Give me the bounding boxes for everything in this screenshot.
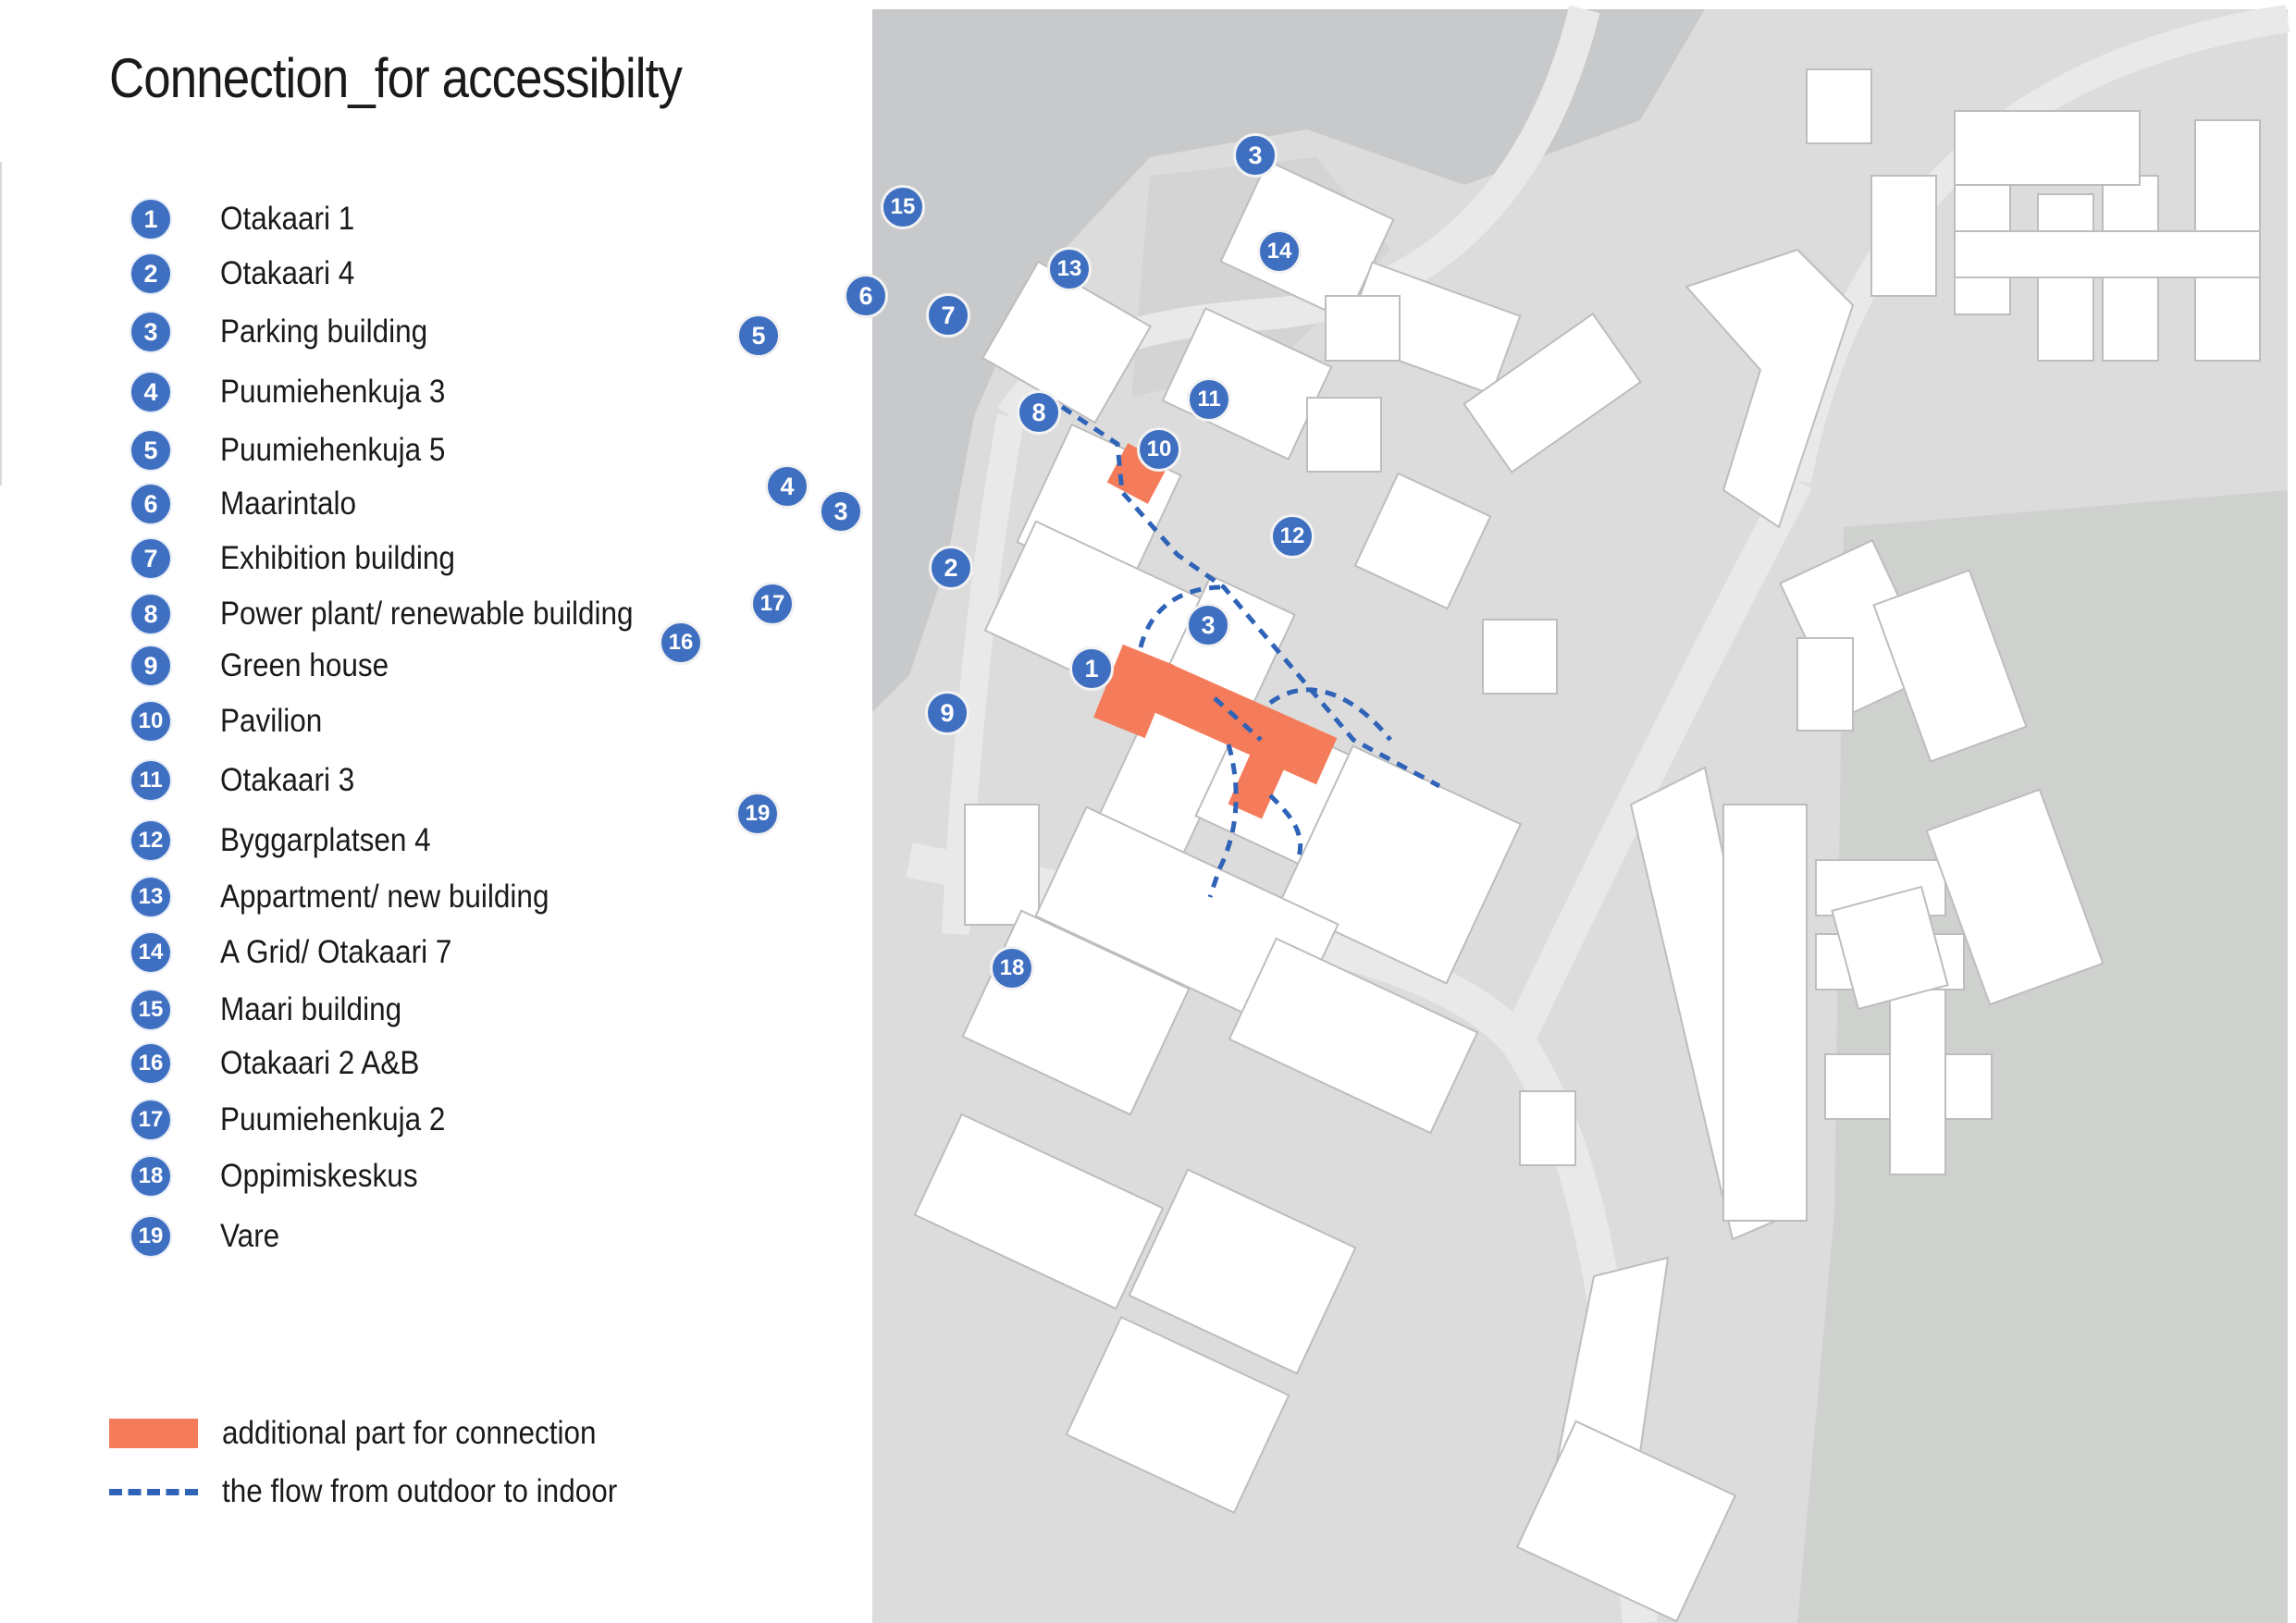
legend-item: [130, 1040, 441, 1087]
number-badge: 9: [130, 645, 172, 687]
legend-label: Appartment/ new building: [220, 879, 549, 915]
map-marker: 1: [1069, 646, 1114, 691]
map-marker: 3: [819, 489, 863, 534]
number-badge: 5: [130, 429, 172, 472]
map-marker: 12: [1270, 514, 1315, 559]
legend-item: [130, 1097, 470, 1143]
legend-label: Power plant/ renewable building: [220, 596, 634, 632]
divider: [0, 162, 2, 486]
number-badge: 19: [130, 1215, 172, 1258]
building-footprint: [1307, 398, 1381, 472]
number-badge: 15: [130, 989, 172, 1031]
number-badge: 8: [130, 593, 172, 635]
map-marker: 8: [1017, 390, 1061, 435]
legend-item: [130, 481, 371, 527]
key-flow: [109, 1473, 661, 1510]
map-marker: 13: [1047, 247, 1092, 291]
legend-label: Otakaari 1: [220, 201, 355, 237]
building-footprint: [1955, 231, 2260, 277]
map-marker: 17: [750, 582, 795, 626]
legend-label: Maarintalo: [220, 486, 357, 522]
legend-item: [130, 309, 451, 355]
map-marker: 9: [925, 691, 969, 735]
number-badge: 3: [130, 311, 172, 353]
building-footprint: [1871, 176, 1936, 296]
legend-label: Puumiehenkuja 5: [220, 432, 446, 468]
legend-label: Puumiehenkuja 2: [220, 1101, 446, 1137]
number-badge: 1: [130, 198, 172, 240]
number-badge: 11: [130, 759, 172, 802]
building-footprint: [1517, 1421, 1735, 1621]
legend-label: Pavilion: [220, 703, 323, 739]
legend-label: Otakaari 4: [220, 255, 355, 291]
legend-label: Otakaari 3: [220, 762, 355, 798]
legend-item: [130, 698, 334, 744]
legend-item: [130, 757, 369, 804]
number-badge: 2: [130, 252, 172, 295]
key-label: additional part for connection: [222, 1415, 597, 1451]
building-footprint: [1326, 296, 1400, 361]
map-marker: 15: [881, 185, 925, 229]
legend-label: Parking building: [220, 314, 428, 350]
map-marker: 18: [990, 946, 1034, 990]
map-marker: 2: [929, 546, 973, 590]
legend-label: Oppimiskeskus: [220, 1158, 418, 1194]
building-footprint: [1723, 805, 1807, 1221]
key-label: the flow from outdoor to indoor: [222, 1473, 618, 1509]
legend-item: [130, 427, 470, 473]
dashed-line-swatch: [109, 1489, 198, 1495]
building-footprint: [1955, 111, 2140, 185]
page-title: Connection_for accessibilty: [109, 47, 682, 109]
map-marker: 16: [659, 621, 703, 665]
number-badge: 17: [130, 1099, 172, 1141]
map-marker: 4: [765, 464, 809, 509]
map-marker: 3: [1186, 603, 1230, 647]
number-badge: 16: [130, 1042, 172, 1085]
map-drawing: [872, 9, 2288, 1623]
legend-item: [130, 369, 470, 415]
map-marker: 10: [1137, 427, 1181, 472]
map-marker: 5: [736, 314, 781, 358]
legend-item: [130, 591, 679, 637]
legend-item: [130, 874, 586, 920]
number-badge: 18: [130, 1155, 172, 1198]
legend-item: [130, 818, 454, 864]
legend-item: [130, 196, 369, 242]
legend-item: [130, 643, 407, 689]
number-badge: 6: [130, 483, 172, 525]
map-marker: 7: [926, 293, 970, 338]
legend-label: Vare: [220, 1218, 280, 1254]
building-footprint: [1520, 1091, 1575, 1165]
building-footprint: [915, 1114, 1163, 1309]
legend-label: Byggarplatsen 4: [220, 822, 431, 858]
legend-label: A Grid/ Otakaari 7: [220, 934, 452, 970]
legend-item: [130, 929, 477, 976]
building-footprint: [965, 805, 1039, 925]
number-badge: 13: [130, 876, 172, 918]
legend-label: Maari building: [220, 991, 402, 1027]
orange-swatch: [109, 1419, 198, 1448]
legend-label: Green house: [220, 647, 389, 683]
number-badge: 14: [130, 931, 172, 974]
building-footprint: [1355, 473, 1490, 609]
number-badge: 10: [130, 700, 172, 743]
building-footprint: [1807, 69, 1871, 143]
legend-label: Exhibition building: [220, 540, 455, 576]
key-additional: [109, 1415, 637, 1452]
legend-item: [130, 987, 422, 1033]
legend-item: [130, 535, 481, 582]
campus-map: [668, 9, 2288, 1623]
building-footprint: [1797, 638, 1853, 731]
number-badge: 4: [130, 371, 172, 413]
legend-item: [130, 1213, 286, 1260]
map-marker: 14: [1257, 229, 1302, 274]
legend-item: [130, 1153, 439, 1199]
building-footprint: [1890, 990, 1945, 1174]
number-badge: 7: [130, 537, 172, 580]
map-marker: 6: [844, 274, 888, 318]
map-marker: 3: [1233, 133, 1278, 178]
legend-label: Puumiehenkuja 3: [220, 374, 446, 410]
map-marker: 19: [735, 792, 780, 836]
building-footprint: [1483, 620, 1557, 694]
legend-item: [130, 251, 369, 297]
legend-label: Otakaari 2 A&B: [220, 1045, 420, 1081]
map-marker: 11: [1187, 377, 1231, 422]
number-badge: 12: [130, 819, 172, 862]
